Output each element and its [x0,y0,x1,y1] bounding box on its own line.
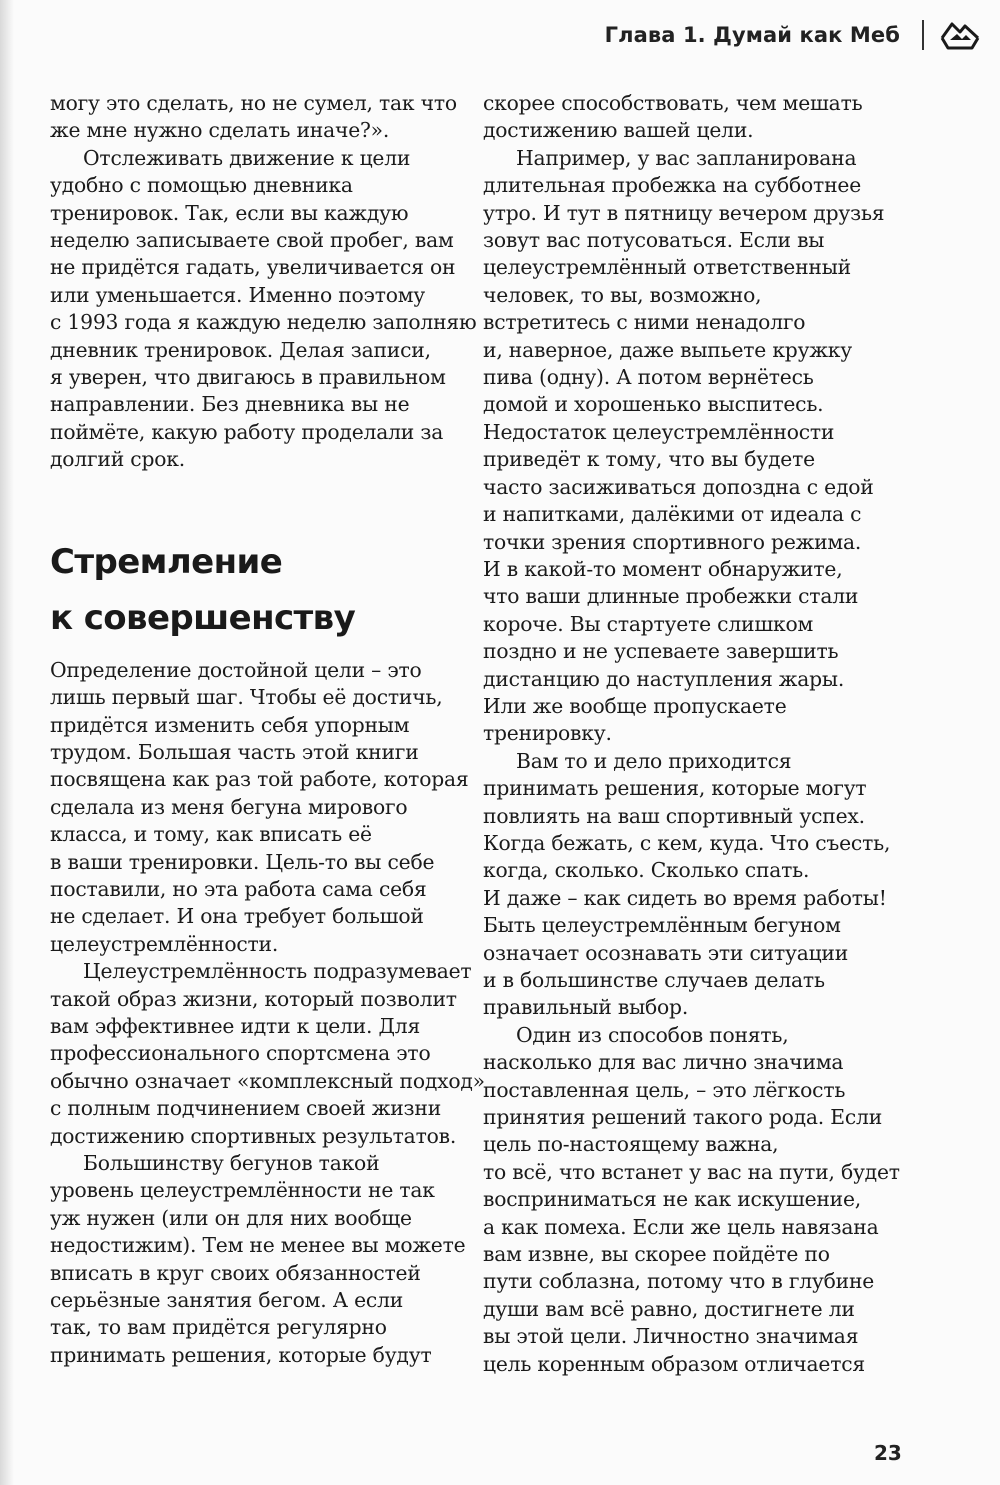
mountain-logo-icon [940,18,980,52]
text-line: же мне нужно сделать иначе?». [50,118,390,143]
text-line: обычно означает «комплексный подход» [50,1068,485,1093]
text-line: неделю записываете свой пробег, вам [50,228,454,253]
text-line: Например, у вас запланирована [516,145,857,170]
text-line: правильный выбор. [483,995,689,1020]
header-divider [922,20,924,50]
text-line: посвящена как раз той работе, которая [50,767,469,792]
text-line: Один из способов понять, [516,1022,789,1047]
text-line: домой и хорошенько выспитесь. [483,392,824,417]
text-line: вам эффективнее идти к цели. Для [50,1013,421,1038]
text-line: Когда бежать, с кем, куда. Что съесть, [483,830,891,855]
left-column [50,90,485,1369]
text-line: уж нужен (или он для них вообще [50,1205,412,1230]
text-line: дистанцию до наступления жары. [483,666,845,691]
dedication-paragraph [50,958,485,1150]
goal-significance-paragraph [483,1022,913,1378]
text-line: длительная пробежка на субботнее [483,173,862,198]
text-line: тренировок. Так, если вы каждую [50,200,409,225]
goal-paragraph [50,657,470,958]
text-line: Большинству бегунов такой [83,1151,380,1175]
text-line: Быть целеустремлённым бегуном [483,913,841,938]
page-number: 23 [874,1441,902,1465]
text-line: поставленная цель, – это лёгкость [483,1077,846,1102]
text-line: приведёт к тому, что вы будете [483,447,815,472]
runners-paragraph [50,1150,470,1369]
text-line: или уменьшается. Именно поэтому [50,282,426,307]
text-line: что ваши длинные пробежки стали [483,584,859,609]
text-line: и, наверное, даже выпьете кружку [483,337,852,362]
chapter-title: Глава 1. Думай как Меб [604,23,900,47]
text-line: с 1993 года я каждую неделю заполняю [50,310,477,335]
text-line: человек, то вы, возможно, [483,282,762,307]
running-header [605,18,980,52]
text-line: поздно и не успеваете завершить [483,639,839,664]
text-line: с полным подчинением своей жизни [50,1096,442,1121]
diary-paragraph [50,145,477,474]
text-line: цель по-настоящему важна, [483,1132,779,1157]
decisions-paragraph [483,748,913,1022]
right-column [483,90,913,1378]
text-line: и напитками, далёкими от идеала с [483,502,862,527]
text-line: придётся изменить себя упорным [50,712,410,737]
text-line: души вам всё равно, достигнете ли [483,1296,855,1321]
text-line: зовут вас потусоваться. Если вы [483,228,825,253]
text-line: когда, сколько. Сколько спать. [483,858,810,883]
text-line: целеустремлённости. [50,931,279,956]
text-line: насколько для вас лично значима [483,1050,844,1075]
text-line: лишь первый шаг. Чтобы её достичь, [50,685,443,710]
continuation-paragraph [483,90,913,145]
continuation-paragraph [50,90,470,145]
text-line: не сделает. И она требует большой [50,904,424,929]
text-line: вы этой цели. Личностно значимая [483,1324,859,1349]
text-line: уровень целеустремлённости не так [50,1178,435,1203]
text-line: то всё, что встанет у вас на пути, будет [483,1159,900,1184]
heading-line: к совершенству [50,597,356,638]
text-line: Определение достойной цели – это [50,657,422,682]
text-line: точки зрения спортивного режима. [483,529,862,554]
saturday-run-paragraph [483,145,913,748]
text-line: трудом. Большая часть этой книги [50,739,419,764]
text-line: означает осознавать эти ситуации [483,940,849,965]
text-line: Вам то и дело приходится [516,748,792,773]
text-line: цель коренным образом отличается [483,1351,865,1376]
text-line: класса, и тому, как вписать её [50,822,372,847]
text-line: принимать решения, которые будут [50,1342,432,1367]
text-line: пути соблазна, потому что в глубине [483,1269,875,1294]
text-line: часто засиживаться допоздна с едой [483,474,874,499]
text-line: и в большинстве случаев делать [483,968,825,992]
text-line: долгий срок. [50,447,185,472]
text-line: удобно с помощью дневника [50,173,353,198]
text-line: достижению вашей цели. [483,118,754,143]
text-line: а как помеха. Если же цель навязана [483,1214,879,1239]
text-line: я уверен, что двигаюсь в правильном [50,365,446,390]
text-line: достижению спортивных результатов. [50,1123,457,1148]
text-line: принимать решения, которые могут [483,776,867,801]
text-line: серьёзные занятия бегом. А если [50,1288,404,1313]
text-line: Отслеживать движение к цели [83,145,411,170]
text-line: дневник тренировок. Делая записи, [50,337,431,362]
text-line: восприниматься не как искушение, [483,1187,862,1212]
page-gutter-shadow [0,0,14,1485]
text-line: короче. Вы стартуете слишком [483,611,814,636]
text-line: вам извне, вы скорее пойдёте по [483,1242,830,1267]
text-line: повлиять на ваш спортивный успех. [483,803,865,828]
text-line: профессионального спортсмена это [50,1041,431,1066]
text-line: поймёте, какую работу проделали за [50,419,444,444]
text-line: недостижим). Тем не менее вы можете [50,1233,466,1258]
text-line: направлении. Без дневника вы не [50,392,410,417]
text-line: поставили, но эта работа сама себя [50,876,427,901]
text-line: вписать в круг своих обязанностей [50,1260,421,1285]
text-line: не придётся гадать, увеличивается он [50,255,456,280]
text-line: тренировку. [483,721,612,746]
text-line: так, то вам придётся регулярно [50,1315,387,1340]
text-line: И даже – как сидеть во время работы! [483,885,887,910]
text-line: встретитесь с ними ненадолго [483,310,806,335]
text-line: сделала из меня бегуна мирового [50,794,408,819]
text-line: в ваши тренировки. Цель-то вы себе [50,849,435,874]
section-heading [50,534,470,646]
text-line: Или же вообще пропускаете [483,693,787,718]
text-line: могу это сделать, но не сумел, так что [50,91,457,115]
heading-line: Стремление [50,541,283,582]
text-line: принятия решений такого рода. Если [483,1105,883,1130]
text-line: Недостаток целеустремлённости [483,419,835,444]
text-line: Целеустремлённость подразумевает [83,959,472,984]
text-line: пива (одну). А потом вернётесь [483,365,814,390]
text-line: скорее способствовать, чем мешать [483,91,863,115]
text-line: утро. И тут в пятницу вечером друзья [483,200,885,225]
text-line: такой образ жизни, который позволит [50,986,457,1011]
text-line: И в какой-то момент обнаружите, [483,556,843,581]
text-line: целеустремлённый ответственный [483,255,851,280]
